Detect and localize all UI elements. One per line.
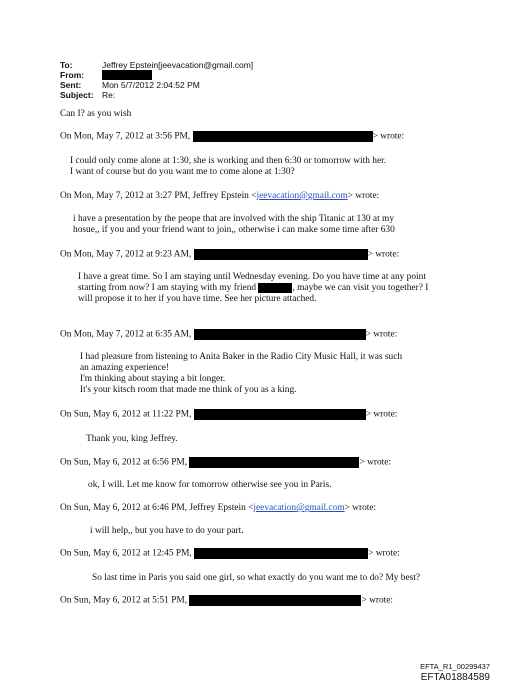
email-link[interactable]: jeevacation@gmail.com [253, 503, 345, 513]
quote-wrote: > wrote: [365, 329, 398, 340]
email-link[interactable]: jeevacation@gmail.com [256, 191, 348, 201]
sent-row [60, 80, 253, 90]
to-row [60, 60, 253, 70]
sent-value: Mon 5/7/2012 2:04:52 PM [102, 80, 200, 90]
message-line: It's your kitsch room that made me think of you as a king. [80, 385, 297, 395]
quote-header-text: On Mon, May 7, 2012 at 3:27 PM, Jeffrey Epstein < [60, 191, 257, 201]
subject-label: Subject: [60, 90, 94, 100]
subject-row [60, 90, 253, 100]
redaction-box [194, 249, 368, 260]
quote-header [60, 595, 393, 607]
message-line: I'm thinking about staying a bit longer. [80, 374, 226, 384]
redaction-box [102, 70, 152, 80]
bates-number-r1: EFTA_R1_00299437 [420, 662, 490, 671]
quote-header [60, 131, 404, 143]
quote-header-text: On Mon, May 7, 2012 at 9:23 AM, [60, 249, 192, 260]
quote-header-text: On Sun, May 6, 2012 at 6:46 PM, Jeffrey Epstein < [60, 503, 254, 513]
redaction-box [189, 457, 359, 468]
quote-header [60, 249, 399, 261]
message-line [78, 283, 428, 294]
reply-text: Can I? as you wish [60, 109, 132, 119]
quote-header [60, 548, 400, 560]
redaction-box [194, 548, 368, 559]
redaction-box [189, 595, 361, 606]
quote-header-text: On Sun, May 6, 2012 at 12:45 PM, [60, 548, 192, 559]
message-line: an amazing experience! [80, 363, 170, 373]
quote-wrote: > wrote: [344, 503, 377, 513]
bates-number: EFTA01884589 [420, 672, 490, 683]
redaction-box [194, 409, 366, 420]
message-line: I want of course but do you want me to come alone at 1:30? [70, 167, 295, 177]
subject-value: Re: [102, 90, 116, 100]
from-label: From: [60, 70, 85, 80]
redaction-box [194, 329, 366, 340]
quote-header-text: On Sun, May 6, 2012 at 11:22 PM, [60, 409, 192, 420]
redaction-box [193, 131, 373, 142]
quote-header [60, 191, 379, 202]
redaction-box [258, 283, 292, 293]
message-line: So last time in Paris you said one girl, so what exactly do you want me to do? My best? [92, 573, 421, 583]
message-line: I could only come alone at 1:30, she is working and then 6:30 or tomorrow with her. [70, 156, 387, 166]
quote-wrote: > wrote: [368, 548, 400, 559]
quote-wrote: > wrote: [347, 191, 380, 201]
quote-header [60, 409, 397, 421]
quote-wrote: > wrote: [365, 409, 398, 420]
message-line: I have a great time. So I am staying until Wednesday evening. Do you have time at any point [78, 272, 426, 282]
message-text: , maybe we can visit you together? I [292, 283, 429, 294]
message-line: i have a presentation by the peope that are involved with the ship Titanic at 130 at my [73, 214, 395, 224]
from-row [60, 70, 253, 80]
quote-header [60, 457, 391, 469]
message-text: starting from now? I am staying with my friend [78, 283, 257, 294]
quote-wrote: > wrote: [367, 249, 400, 260]
quote-wrote: > wrote: [361, 595, 394, 606]
message-line: will propose it to her if you have time. See her picture attached. [78, 294, 317, 304]
quote-wrote: > wrote: [359, 457, 392, 468]
email-header [60, 60, 253, 100]
quote-header [60, 329, 397, 341]
quote-header [60, 503, 376, 514]
message-line: hosue,, if you and your friend want to join,, otherwise i can make some time after 630 [73, 225, 395, 235]
message-line: Thank you, king Jeffrey. [86, 434, 178, 444]
to-value: Jeffrey Epstein[jeevacation@gmail.com] [102, 60, 254, 70]
quote-header-text: On Sun, May 6, 2012 at 5:51 PM, [60, 595, 188, 606]
quote-header-text: On Sun, May 6, 2012 at 6:56 PM, [60, 457, 188, 468]
quote-wrote: > wrote: [372, 131, 405, 142]
message-line: ok, I will. Let me know for tomorrow otherwise see you in Paris. [88, 480, 332, 490]
quote-header-text: On Mon, May 7, 2012 at 6:35 AM, [60, 329, 192, 340]
sent-label: Sent: [60, 80, 82, 90]
message-line: I had pleasure from listening to Anita Baker in the Radio City Music Hall, it was such [80, 352, 403, 362]
quote-header-text: On Mon, May 7, 2012 at 3:56 PM, [60, 131, 191, 142]
to-label: To: [60, 60, 73, 70]
message-line: i will help,, but you have to do your part. [90, 526, 244, 536]
